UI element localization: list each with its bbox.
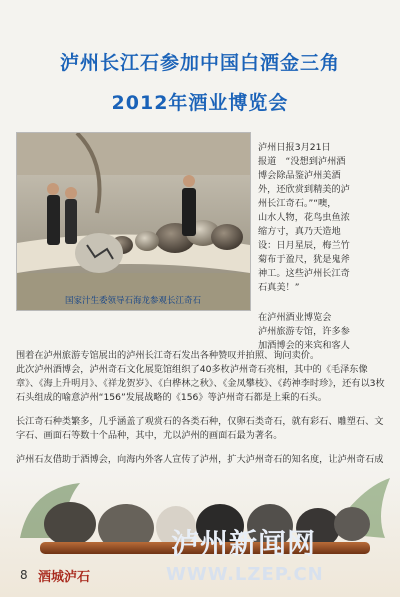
exhibition-photo	[16, 132, 251, 311]
article-paragraph-1: 此次泸州酒博会，泸州奇石文化展览馆组织了40多枚泸州奇石亮相，其中的《毛泽东像章》、《海上升明月》、《祥龙贺岁》、《白桦林之秋》、《金凤攀枝》、《药神李时珍》，还有以3枚石头组成的喻意泸州“156”发展战略的《156》等泸州奇石都是上乘的石头。	[16, 364, 385, 403]
article-under-photo: 围着在泸州旅游专馆展出的泸州长江奇石发出各种赞叹并拍照、询问卖价。	[16, 350, 320, 361]
article-paragraph-3: 泸州石友借助于酒博会，向海内外客人宣传了泸州，扩大泸州奇石的知名度，让泸州奇石成	[16, 454, 384, 465]
site-watermark-name: 泸州新闻网	[171, 527, 317, 560]
publication-brand: 酒城泸石	[38, 570, 91, 585]
photo-caption: 国家汁生委领导石海龙参观长江奇石	[64, 296, 202, 306]
headline-line-1: 泸州长江石参加中国白酒金三角	[59, 52, 340, 74]
site-watermark-url: WWW.LZEP.CN	[166, 564, 324, 585]
headline-line-2: 2012年酒业博览会	[111, 92, 289, 114]
article-intro-cont: 在泸州酒业博览会 泸州旅游专馆，许多参 加酒博会的来宾和客人	[258, 312, 350, 351]
article-intro: 泸州日报3月21日 报道 “没想到泸州酒 博会除品鉴泸州美酒 外，还欣赏到精美的泸 州长江奇石。”“噢， 山水人物，花鸟虫鱼浓 缩方寸，真乃天造地 设：日月星辰，梅兰竹 菊布于盈尺，犹是鬼斧 神工。这些泸州长江奇 石真美！”	[258, 142, 350, 293]
article-paragraph-2: 长江奇石种类繁多，几乎涵盖了观赏石的各类石种，仅卵石类奇石，就有彩石、雕塑石、文字石、画面石等数十个品种，其中，尤以泸州的画面石最为著名。	[16, 416, 384, 441]
exhibition-photo-illustration	[17, 133, 250, 310]
page-number: 8	[20, 568, 28, 582]
